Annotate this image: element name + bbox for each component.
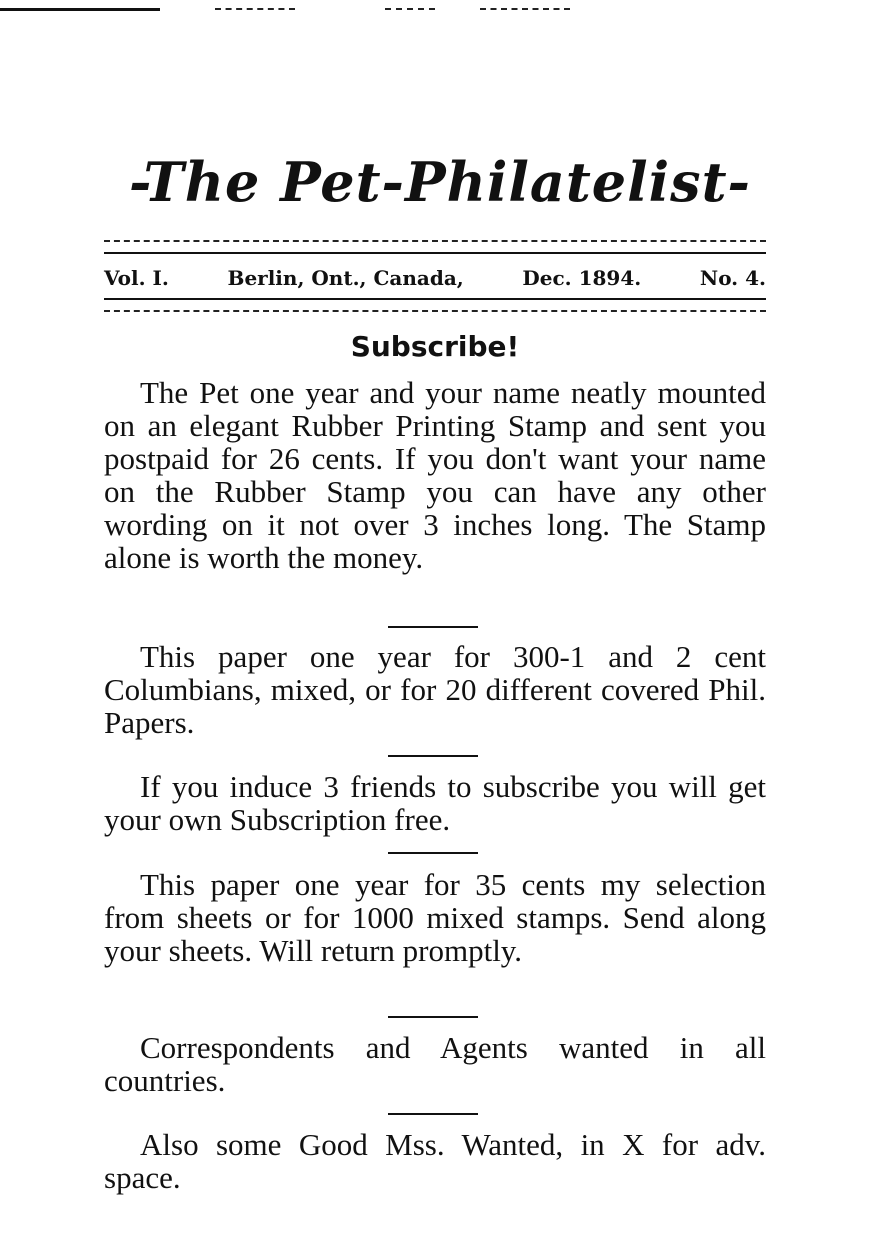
- separator-rule-1: [388, 626, 478, 628]
- issue-volume: Vol. I.: [104, 266, 169, 290]
- issue-line: [104, 266, 766, 290]
- separator-rule-3: [388, 852, 478, 854]
- paragraph-friends-offer: If you induce 3 friends to subscribe you will get your own Subscription free.: [104, 769, 766, 837]
- paragraph-subscribe-offer: The Pet one year and your name neatly mounted on an elegant Rubber Printing Stamp and sent you postpaid for 26 cents. If you don't want your name on the Rubber Stamp you can have any other wording on it not over 3 inches long. The Stamp alone is worth the money.: [104, 375, 766, 575]
- issue-number: No. 4.: [699, 266, 766, 290]
- separator-rule-4: [388, 1016, 478, 1018]
- paragraph-stamps-offer: This paper one year for 35 cents my selection from sheets or for 1000 mixed stamps. Send along your sheets. Will return promptly.: [104, 867, 766, 968]
- issue-rule-bottom: [104, 298, 766, 300]
- subscribe-heading: Subscribe!: [350, 330, 520, 363]
- issue-rule-bottom-dash: [104, 310, 766, 312]
- separator-rule-5: [388, 1113, 478, 1115]
- issue-rule-top-solid: [104, 252, 766, 254]
- top-rule-mid2: [385, 8, 435, 10]
- top-rule-right: [480, 8, 570, 10]
- paragraph-mss-wanted: Also some Good Mss. Wanted, in X for adv. space.: [104, 1127, 766, 1195]
- paragraph-paper-exchange: This paper one year for 300-1 and 2 cent Columbians, mixed, or for 20 different covered Phil. Papers.: [104, 639, 766, 740]
- top-rule-mid: [215, 8, 295, 10]
- issue-rule-top: [104, 240, 766, 242]
- masthead-title: -The Pet-Philatelist-: [129, 150, 751, 214]
- separator-rule-2: [388, 755, 478, 757]
- issue-date: Dec. 1894.: [522, 266, 642, 290]
- issue-place: Berlin, Ont., Canada,: [227, 266, 464, 290]
- paragraph-agents-wanted: Correspondents and Agents wanted in all countries.: [104, 1030, 766, 1098]
- top-rule-left: [0, 8, 160, 11]
